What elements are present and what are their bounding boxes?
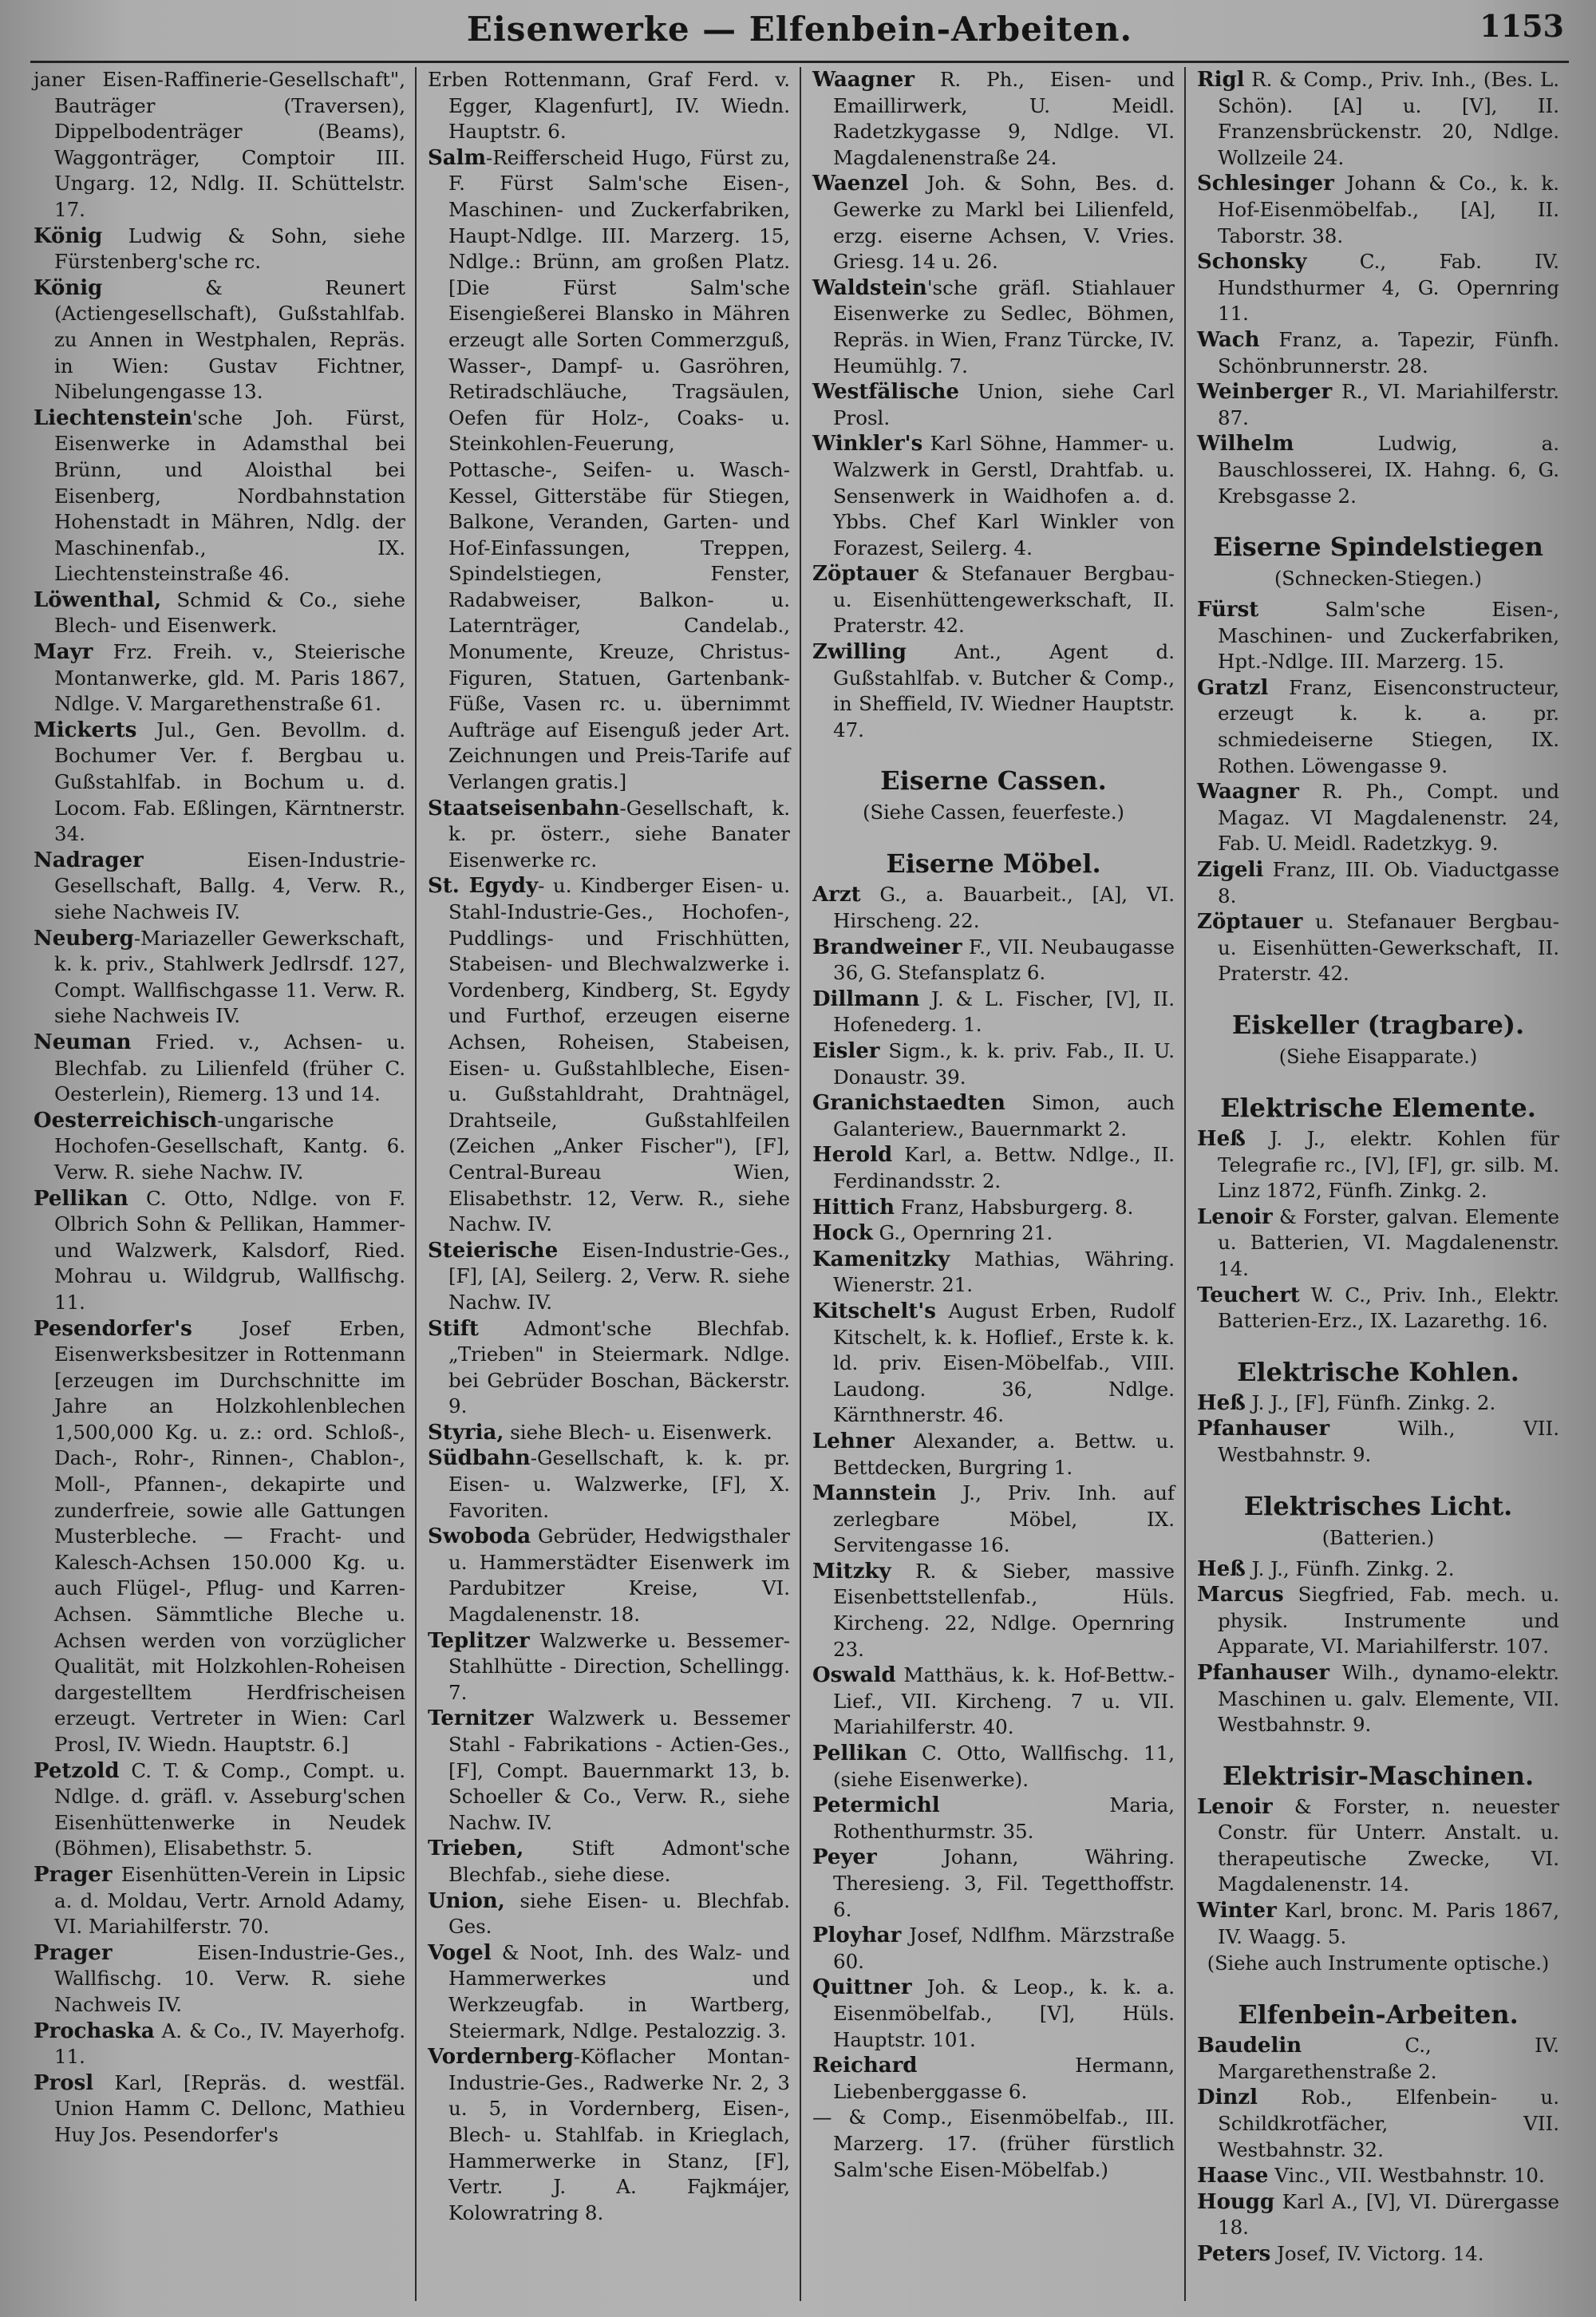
entry-name: Steierische xyxy=(428,1238,559,1263)
entry-text: J. & L. Fischer, [V], II. Hofenederg. 1. xyxy=(833,987,1175,1037)
entry-text: Union, siehe Carl Prosl. xyxy=(833,380,1175,429)
entry-text: Jul., Gen. Bevollm. d. Bochumer Ver. f. Bergbau u. Gußstahlfab. in Bochum u. d. Locom. Fab. Eßlingen, Kärntnerstr. 34. xyxy=(54,718,405,846)
directory-entry xyxy=(34,2018,405,2070)
directory-entry xyxy=(34,1316,405,1758)
entry-name: Westfälische xyxy=(812,380,959,405)
entry-name: Granichstaedten xyxy=(812,1091,1005,1116)
directory-entry xyxy=(428,796,790,874)
directory-entry xyxy=(34,223,405,275)
entry-text: W. C., Priv. Inh., Elektr. Batterien-Erz., IX. Lazarethg. 16. xyxy=(1218,1283,1559,1333)
entry-name: Pfanhauser xyxy=(1197,1660,1330,1685)
directory-entry xyxy=(428,1316,790,1420)
column-4 xyxy=(1184,67,1569,2301)
directory-entry xyxy=(812,987,1175,1038)
directory-entry xyxy=(812,1923,1175,1975)
entry-text: Frz. Freih. v., Steierische Montanwerke, gld. M. Paris 1867, Ndlge. V. Margarethenstraße 61. xyxy=(54,640,405,716)
entry-name: Oesterreichisch xyxy=(34,1108,218,1133)
entry-text: R. Ph., Eisen- und Emaillirwerk, U. Meidl. Radetzkygasse 9, Ndlge. VI. Magdalenenstraße 24. xyxy=(833,68,1175,169)
entry-name: Fürst xyxy=(1197,598,1259,623)
directory-entry xyxy=(1197,1283,1559,1334)
directory-entry xyxy=(812,171,1175,275)
entry-name: Herold xyxy=(812,1143,893,1168)
entry-text: Simon, auch Galanteriew., Bauernmarkt 2. xyxy=(833,1091,1175,1141)
entry-name: Ternitzer xyxy=(428,1706,534,1731)
directory-entry xyxy=(812,379,1175,431)
entry-text: — & Comp., Eisenmöbelfab., III. Marzerg. 17. (früher fürstlich Salm'sche Eisen-Möbelfab.) xyxy=(812,2105,1175,2181)
entry-text: Rob., Elfenbein- u. Schildkrotfächer, VII. Westbahnstr. 32. xyxy=(1218,2086,1559,2161)
directory-entry xyxy=(1197,431,1559,509)
section-note: (Batterien.) xyxy=(1321,1526,1435,1549)
entry-name: Pesendorfer's xyxy=(34,1316,192,1341)
entry-text: & Forster, n. neuester Constr. für Unterr. Anstalt. u. therapeutische Zwecke, VI. Magdalenenstr. 14. xyxy=(1218,1794,1559,1896)
entry-text: Fried. v., Achsen- u. Blechfab. zu Lilienfeld (früher C. Oesterlein), Riemerg. 13 und 14. xyxy=(54,1030,405,1106)
entry-text: Ludwig, a. Bauschlosserei, IX. Hahng. 6, G. Krebsgasse 2. xyxy=(1218,432,1559,508)
directory-entry xyxy=(812,1975,1175,2053)
directory-entry xyxy=(34,405,405,587)
entry-name: Arzt xyxy=(812,883,861,907)
directory-entry xyxy=(34,1186,405,1316)
entry-name: Südbahn xyxy=(428,1446,531,1471)
entry-text: Josef, Ndlfhm. Märzstraße 60. xyxy=(833,1924,1175,1973)
section-note: (Siehe Eisapparate.) xyxy=(1278,1046,1478,1068)
directory-entry xyxy=(1197,675,1559,779)
entry-name: Prager xyxy=(34,1940,113,1965)
directory-entry xyxy=(1197,2033,1559,2085)
entry-text: Sigm., k. k. priv. Fab., II. U. Donaustr. 39. xyxy=(833,1039,1175,1089)
directory-entry xyxy=(1197,171,1559,249)
entry-text: J. J., Fünfh. Zinkg. 2. xyxy=(1245,1556,1455,1580)
entry-text: R. Ph., Compt. und Magaz. VI Magdalenenstr. 24, Fab. U. Meidl. Radetzkyg. 9. xyxy=(1218,780,1559,856)
entry-text: J. J., elektr. Kohlen für Telegrafie rc., [V], [F], gr. silb. M. Linz 1872, Fünfh. Zinkg. 2. xyxy=(1218,1127,1559,1203)
directory-entry xyxy=(1197,909,1559,987)
entry-name: Prochaska xyxy=(34,2018,155,2043)
entry-text: Admont'sche Blechfab. „Trieben" in Steiermark. Ndlge. bei Gebrüder Boschan, Bäckerstr. 9. xyxy=(448,1316,790,1418)
directory-entry xyxy=(428,67,790,145)
directory-entry xyxy=(428,1420,790,1446)
entry-name: Quittner xyxy=(812,1975,912,2000)
entry-text: G., Opernring 21. xyxy=(872,1221,1053,1245)
entry-text: Siegfried, Fab. mech. u. physik. Instrumente und Apparate, VI. Mariahilferstr. 107. xyxy=(1218,1583,1559,1659)
page-header xyxy=(30,5,1569,63)
entry-name: Winter xyxy=(1197,1899,1277,1924)
entry-text: Eisen-Industrie-Ges., [F], [A], Seilerg. 2, Verw. R. siehe Nachw. IV. xyxy=(448,1238,790,1314)
directory-entry xyxy=(812,1793,1175,1845)
entry-name: Vordernberg xyxy=(428,2045,574,2070)
directory-entry xyxy=(428,1888,790,1940)
entry-text: Alexander, a. Bettw. u. Bettdecken, Burgring 1. xyxy=(833,1429,1175,1479)
directory-entry xyxy=(1197,1582,1559,1660)
entry-name: Pellikan xyxy=(812,1742,907,1766)
entry-text: siehe Eisen- u. Blechfab. Ges. xyxy=(448,1888,790,1939)
entry-text: August Erben, Rudolf Kitschelt, k. k. Hoflief., Erste k. k. ld. priv. Eisen-Möbelfab., VIII. Laudong. 36, Ndlge. Kärnthnerstr. 46. xyxy=(833,1299,1175,1427)
section-heading: Elektrische Kohlen. xyxy=(1237,1356,1519,1387)
entry-name: Eisler xyxy=(812,1039,880,1063)
entry-text: C. T. & Comp., Compt. u. Ndlge. d. gräfl. v. Asseburg'schen Eisenhüttenwerke in Neudek (Böhmen), Elisabethstr. 5. xyxy=(54,1758,405,1860)
entry-text: R. & Sieber, massive Eisenbettstellenfab., Hüls. Kircheng. 22, Ndlge. Opernring 23. xyxy=(833,1559,1175,1661)
directory-entry xyxy=(1197,1794,1559,1898)
directory-entry xyxy=(428,1836,790,1888)
entry-name: Mitzky xyxy=(812,1559,891,1584)
directory-entry xyxy=(812,431,1175,561)
entry-name: Lenoir xyxy=(1197,1204,1273,1229)
entry-name: Löwenthal, xyxy=(34,587,162,612)
entry-name: Hittich xyxy=(812,1195,895,1220)
entry-text: Ant., Agent d. Gußstahlfab. v. Butcher & Comp., in Sheffield, IV. Wiedner Hauptstr. 47. xyxy=(833,640,1175,741)
entry-text: janer Eisen-Raffinerie-Gesellschaft", Bauträger (Traversen), Dippelbodenträger (Beams), Waggonträger, Comptoir III. Ungarg. 12, Ndlg. II. Schüttelstr. 17. xyxy=(34,68,405,221)
entry-text: J. J., [F], Fünfh. Zinkg. 2. xyxy=(1245,1390,1496,1414)
entry-name: Schonsky xyxy=(1197,250,1307,275)
entry-text: Stift Admont'sche Blechfab., siehe diese. xyxy=(448,1837,790,1886)
entry-text: & Stefanauer Bergbau- u. Eisenhüttengewerkschaft, II. Praterstr. 42. xyxy=(833,562,1175,638)
entry-name: Gratzl xyxy=(1197,675,1269,700)
entry-text: G., a. Bauarbeit., [A], VI. Hirscheng. 22. xyxy=(833,883,1175,933)
entry-name: Waagner xyxy=(812,68,915,92)
entry-text: Johann & Co., k. k. Hof-Eisenmöbelfab., [A], II. Taborstr. 38. xyxy=(1218,172,1559,247)
section-heading: Elektrisches Licht. xyxy=(1243,1490,1513,1521)
section-heading: Eiserne Möbel. xyxy=(886,848,1101,880)
directory-entry xyxy=(1197,779,1559,857)
entry-text: Wilh., VII. Westbahnstr. 9. xyxy=(1218,1417,1559,1466)
entry-name: Prager xyxy=(34,1862,113,1887)
directory-entry xyxy=(812,1220,1175,1247)
directory-entry xyxy=(428,1706,790,1836)
directory-entry xyxy=(1197,2241,1559,2268)
section-heading: Eiserne Spindelstiegen xyxy=(1213,532,1543,563)
entry-name: Petzold xyxy=(34,1758,120,1783)
directory-entry xyxy=(812,639,1175,743)
entry-name: Peters xyxy=(1197,2242,1271,2266)
directory-entry xyxy=(812,1247,1175,1299)
directory-entry xyxy=(1197,1556,1559,1583)
directory-entry xyxy=(812,1429,1175,1481)
entry-text: - u. Kindberger Eisen- u. Stahl-Industrie-Ges., Hochofen-, Puddlings- und Frischhütten, Stabeisen- und Blechwalzwerke i. Vordenberg, Kindberg, St. Egydy und Furthof, erzeugen eiserne Achsen, Roheisen, Stabeisen, Eisen- u. Gußstahlbleche, Eisen- u. Gußstahldraht, Drahtnägel, Drahtseile, Gußstahlfeilen (Zeichen „Anker Fischer"), [F], Central-Bureau Wien, Elisabethstr. 12, Verw. R., siehe Nachw. IV. xyxy=(448,874,790,1236)
entry-name: Ployhar xyxy=(812,1924,902,1948)
directory-entry xyxy=(812,1142,1175,1194)
entry-name: Styria, xyxy=(428,1420,504,1445)
entry-name: Teuchert xyxy=(1197,1283,1300,1307)
entry-name: Neuman xyxy=(34,1030,132,1054)
directory-entry xyxy=(34,926,405,1030)
entry-text: C., IV. Margarethenstraße 2. xyxy=(1218,2034,1559,2083)
entry-name: Salm xyxy=(428,145,487,170)
entry-name: Staatseisenbahn xyxy=(428,796,620,820)
entry-name: Heß xyxy=(1197,1127,1246,1151)
entry-name: Teplitzer xyxy=(428,1628,530,1653)
directory-entry xyxy=(812,275,1175,379)
entry-name: Reichard xyxy=(812,2054,918,2078)
entry-name: Lehner xyxy=(812,1429,895,1453)
directory-entry xyxy=(1197,2085,1559,2163)
entry-name: Petermichl xyxy=(812,1793,940,1818)
entry-text: Walzwerk u. Bessemer Stahl - Fabrikations - Actien-Ges., [F], Compt. Bauernmarkt 13, b. Schoeller & Co., Verw. R., siehe Nachw. IV. xyxy=(448,1706,790,1834)
entry-name: Liechtenstein xyxy=(34,405,192,430)
columns-container xyxy=(30,67,1569,2301)
entry-name: Mannstein xyxy=(812,1481,937,1506)
entry-text: -Köflacher Montan-Industrie-Ges., Radwerke Nr. 2, 3 u. 5, in Vordernberg, Eisen-, Blech- u. Stahlfab. in Krieglach, Hammerwerke in Stanz, [F], Vertr. J. A. Fajkmájer, Kolowratring 8. xyxy=(448,2045,790,2224)
entry-text: Eisen-Industrie-Ges., Wallfischg. 10. Verw. R. siehe Nachweis IV. xyxy=(54,1940,405,2016)
entry-text: Mathias, Währing. Wienerstr. 21. xyxy=(833,1247,1175,1297)
directory-entry xyxy=(1197,249,1559,327)
directory-entry xyxy=(812,1195,1175,1221)
entry-name: Heß xyxy=(1197,1390,1246,1415)
entry-name: Winkler's xyxy=(812,432,923,457)
entry-text: Eisen-Industrie-Gesellschaft, Ballg. 4, Verw. R., siehe Nachweis IV. xyxy=(54,848,405,923)
entry-name: Zöptauer xyxy=(1197,910,1303,935)
directory-entry xyxy=(34,1862,405,1940)
column-2 xyxy=(415,67,800,2301)
directory-entry xyxy=(1197,1390,1559,1417)
directory-entry xyxy=(812,1299,1175,1429)
entry-name: Pellikan xyxy=(34,1186,128,1211)
entry-text: Walzwerke u. Bessemer-Stahlhütte - Direction, Schellingg. 7. xyxy=(448,1628,790,1704)
entry-text: 'sche Joh. Fürst, Eisenwerke in Adamsthal bei Brünn, und Aloisthal bei Eisenberg, Nordbahnstation Hohenstadt in Mähren, Ndlg. der Maschinenfab., IX. Liechtensteinstraße 46. xyxy=(54,405,405,586)
directory-entry xyxy=(34,1030,405,1108)
entry-text: F., VII. Neubaugasse 36, G. Stefansplatz 6. xyxy=(833,935,1175,985)
entry-text: -Gesellschaft, k. k. pr. Eisen- u. Walzwerke, [F], X. Favoriten. xyxy=(448,1446,790,1522)
entry-name: Stift xyxy=(428,1316,479,1341)
directory-entry xyxy=(428,145,790,796)
column-1 xyxy=(30,67,415,2301)
entry-name: Trieben, xyxy=(428,1837,524,1861)
entry-name: Kamenitzky xyxy=(812,1247,950,1271)
directory-entry xyxy=(34,587,405,639)
entry-text: Karl, a. Bettw. Ndlge., II. Ferdinandsstr. 2. xyxy=(833,1143,1175,1192)
entry-name: Rigl xyxy=(1197,68,1245,92)
entry-name: Baudelin xyxy=(1197,2034,1302,2058)
entry-text: C., Fab. IV. Hundsthurmer 4, G. Opernring 11. xyxy=(1218,250,1559,326)
directory-entry xyxy=(1197,1204,1559,1283)
directory-entry xyxy=(1197,2163,1559,2189)
entry-text: Salm'sche Eisen-, Maschinen- und Zuckerfabriken, Hpt.-Ndlge. III. Marzerg. 15. xyxy=(1218,598,1559,674)
page-number: 1153 xyxy=(1479,8,1564,44)
directory-entry xyxy=(34,67,405,223)
directory-entry xyxy=(812,882,1175,934)
entry-text: -ungarische Hochofen-Gesellschaft, Kantg. 6. Verw. R. siehe Nachw. IV. xyxy=(54,1108,405,1184)
section-heading: Elektrische Elemente. xyxy=(1220,1093,1536,1123)
entry-name: Lenoir xyxy=(1197,1794,1273,1819)
directory-entry xyxy=(1197,2189,1559,2241)
entry-text: J., Priv. Inh. auf zerlegbare Möbel, IX. Servitengasse 16. xyxy=(833,1481,1175,1557)
entry-name: Dillmann xyxy=(812,987,920,1011)
entry-name: Haase xyxy=(1197,2164,1269,2188)
entry-text: & Forster, galvan. Elemente u. Batterien, VI. Magdalenenstr. 14. xyxy=(1218,1204,1559,1280)
entry-name: Waldstein xyxy=(812,275,927,300)
entry-name: Hock xyxy=(812,1221,873,1246)
directory-entry xyxy=(812,1741,1175,1793)
entry-name: Zöptauer xyxy=(812,562,918,587)
entry-name: Nadrager xyxy=(34,848,144,872)
directory-entry xyxy=(812,2053,1175,2105)
directory-entry xyxy=(34,275,405,405)
entry-text: C. Otto, Wallfischg. 11, (siehe Eisenwerke). xyxy=(833,1742,1175,1791)
directory-entry xyxy=(812,1845,1175,1923)
entry-text: -Gesellschaft, k. k. pr. österr., siehe Banater Eisenwerke rc. xyxy=(448,796,790,872)
entry-text: siehe Blech- u. Eisenwerk. xyxy=(504,1420,772,1444)
entry-name: Mayr xyxy=(34,640,93,665)
directory-entry xyxy=(34,639,405,718)
section-note: (Siehe auch Instrumente optische.) xyxy=(1207,1952,1550,1975)
entry-name: Schlesinger xyxy=(1197,172,1334,196)
entry-text: Franz, Habsburgerg. 8. xyxy=(895,1195,1134,1219)
entry-text: Josef Erben, Eisenwerksbesitzer in Rottenmann [erzeugen im Durchschnitte im Jahre an Holzkohlenblechen 1,500,000 Kg. u. z.: ord. Schloß-, Dach-, Rohr-, Rinnen-, Chablon-, Moll-, Pfannen-, dekapirte und zunderfreie, sowie alle Gattungen Musterbleche. — Fracht- und Kalesch-Achsen 150.000 Kg. u. auch Flügel-, Pflug- und Karren-Achsen. Sämmtliche Bleche u. Achsen werden von vorzüglicher Qualität, mit Holzkohlen-Roheisen dargestelltem Herdfrischeisen erzeugt. Vertreter in Wien: Carl Prosl, IV. Wiedn. Hauptstr. 6.] xyxy=(54,1316,405,1756)
entry-text: & Reunert (Actiengesellschaft), Gußstahlfab. zu Annen in Westphalen, Repräs. in Wien: Gustav Fichtner, Nibelungengasse 13. xyxy=(54,275,405,404)
directory-entry xyxy=(1197,327,1559,379)
entry-text: Ludwig & Sohn, siehe Fürstenberg'sche rc. xyxy=(54,223,405,274)
entry-name: Prosl xyxy=(34,2070,94,2095)
entry-text: Vinc., VII. Westbahnstr. 10. xyxy=(1268,2164,1545,2188)
entry-text: Joh. & Sohn, Bes. d. Gewerke zu Markl bei Lilienfeld, erzg. eiserne Achsen, V. Vries. Griesg. 14 u. 26. xyxy=(833,172,1175,274)
directory-entry xyxy=(34,1940,405,2018)
entry-text: Hermann, Liebenberggasse 6. xyxy=(833,2054,1175,2103)
directory-entry xyxy=(812,2105,1175,2183)
directory-entry xyxy=(428,1445,790,1524)
entry-text: R., VI. Mariahilferstr. 87. xyxy=(1218,380,1559,429)
entry-text: R. & Comp., Priv. Inh., (Bes. L. Schön). [A] u. [V], II. Franzensbrückenstr. 20, Ndlge. Wollzeile 24. xyxy=(1218,68,1559,169)
entry-text: Maria, Rothenthurmstr. 35. xyxy=(833,1793,1175,1843)
entry-name: Vogel xyxy=(428,1940,492,1965)
section-heading: Elektrisir-Maschinen. xyxy=(1222,1760,1535,1791)
entry-text: u. Stefanauer Bergbau- u. Eisenhütten-Gewerkschaft, II. Praterstr. 42. xyxy=(1218,910,1559,986)
directory-entry xyxy=(428,2044,790,2226)
entry-text: Franz, Eisenconstructeur, erzeugt k. k. a. pr. schmiedeiserne Stiegen, IX. Rothen. Löwengasse 9. xyxy=(1218,675,1559,777)
entry-name: Heß xyxy=(1197,1556,1246,1581)
directory-entry xyxy=(1197,1898,1559,1950)
directory-entry xyxy=(1197,67,1559,171)
entry-name: Dinzl xyxy=(1197,2086,1258,2110)
entry-name: König xyxy=(34,223,103,248)
entry-name: Wilhelm xyxy=(1197,432,1294,457)
directory-entry xyxy=(812,935,1175,987)
entry-text: -Mariazeller Gewerkschaft, k. k. priv., Stahlwerk Jedlrsdf. 127, Compt. Wallfischgasse 11. Verw. R. siehe Nachweis IV. xyxy=(54,926,405,1028)
entry-name: Waenzel xyxy=(812,172,909,196)
entry-text: A. & Co., IV. Mayerhofg. 11. xyxy=(54,2018,405,2069)
entry-text: Schmid & Co., siehe Blech- und Eisenwerk. xyxy=(54,587,405,638)
entry-name: Brandweiner xyxy=(812,935,962,959)
directory-entry xyxy=(1197,597,1559,675)
entry-text: Matthäus, k. k. Hof-Bettw.-Lief., VII. Kircheng. 7 u. VII. Mariahilferstr. 40. xyxy=(833,1663,1175,1739)
column-3 xyxy=(800,67,1184,2301)
entry-name: Kitschelt's xyxy=(812,1299,936,1323)
entry-text: Karl A., [V], VI. Dürergasse 18. xyxy=(1218,2189,1559,2240)
directory-entry xyxy=(812,1481,1175,1559)
directory-entry xyxy=(34,1758,405,1862)
entry-text: Franz, a. Tapezir, Fünfh. Schönbrunnerstr. 28. xyxy=(1218,327,1559,378)
entry-text: 'sche gräfl. Stiahlauer Eisenwerke zu Sedlec, Böhmen, Repräs. in Wien, Franz Türcke, IV. Heumühlg. 7. xyxy=(833,275,1175,378)
entry-text: Johann, Währing. Theresieng. 3, Fil. Tegetthoffstr. 6. xyxy=(833,1845,1175,1921)
section-heading: Eiserne Cassen. xyxy=(880,765,1107,797)
entry-name: Marcus xyxy=(1197,1583,1284,1607)
entry-text: Erben Rottenmann, Graf Ferd. v. Egger, Klagenfurt], IV. Wiedn. Hauptstr. 6. xyxy=(428,68,790,144)
section-heading: Elfenbein-Arbeiten. xyxy=(1238,1999,1519,2030)
directory-entry xyxy=(34,718,405,848)
entry-name: Neuberg xyxy=(34,926,134,951)
entry-text: & Noot, Inh. des Walz- und Hammerwerkes und Werkzeugfab. in Wartberg, Steiermark, Ndlge. Pestalozzig. 3. xyxy=(448,1940,790,2042)
directory-entry xyxy=(812,1090,1175,1142)
entry-name: Zwilling xyxy=(812,640,907,665)
directory-entry xyxy=(812,1559,1175,1663)
entry-text: Karl, bronc. M. Paris 1867, IV. Waagg. 5. xyxy=(1218,1899,1559,1948)
entry-text: Josef, IV. Victorg. 14. xyxy=(1270,2242,1484,2265)
entry-text: Eisenhütten-Verein in Lipsic a. d. Moldau, Vertr. Arnold Adamy, VI. Mariahilferstr. 70. xyxy=(54,1862,405,1939)
directory-entry xyxy=(1197,1416,1559,1468)
directory-entry xyxy=(428,1524,790,1627)
entry-text: -Reifferscheid Hugo, Fürst zu, F. Fürst Salm'sche Eisen-, Maschinen- und Zuckerfabriken, Haupt-Ndlge. III. Marzerg. 15, Ndlge.: Brünn, am großen Platz. [Die Fürst Salm'sche Eisengießerei Blansko in Mähren erzeugt alle Sorten Commerzguß, Wasser-, Dampf- u. Gasröhren, Retiradschläuche, Tragsäulen, Oefen für Holz-, Coaks- u. Steinkohlen-Feuerung, Pottasche-, Seifen- u. Wasch-Kessel, Gitterstäbe für Stiegen, Balkone, Veranden, Garten- und Hof-Einfassungen, Treppen, Spindelstiegen, Fenster, Radabweiser, Balkon- u. Laternträger, Candelab., Monumente, Kreuze, Christus-Figuren, Statuen, Gartenbank-Füße, Vasen rc. u. übernimmt Aufträge auf Eisenguß jeder Art. Zeichnungen und Preis-Tarife auf Verlangen gratis.] xyxy=(448,145,790,794)
directory-entry xyxy=(1197,379,1559,431)
directory-entry xyxy=(34,1108,405,1186)
section-note: (Siehe Cassen, feuerfeste.) xyxy=(863,801,1124,824)
entry-name: König xyxy=(34,275,103,300)
entry-text: Karl Söhne, Hammer- u. Walzwerk in Gerstl, Drahtfab. u. Sensenwerk in Waidhofen a. d. Ybbs. Chef Karl Winkler von Forazest, Seilerg. 4. xyxy=(833,432,1175,559)
directory-entry xyxy=(34,2070,405,2149)
directory-entry xyxy=(812,1038,1175,1090)
entry-name: Zigeli xyxy=(1197,858,1264,883)
directory-entry xyxy=(428,1238,790,1316)
entry-name: Oswald xyxy=(812,1663,896,1688)
entry-text: Wilh., dynamo-elektr. Maschinen u. galv. Elemente, VII. Westbahnstr. 9. xyxy=(1218,1660,1559,1737)
directory-entry xyxy=(812,1663,1175,1741)
running-title: Eisenwerke — Elfenbein-Arbeiten. xyxy=(466,10,1133,49)
directory-entry xyxy=(812,67,1175,171)
directory-entry xyxy=(1197,857,1559,909)
entry-name: Hougg xyxy=(1197,2189,1275,2214)
section-heading: Eiskeller (tragbare). xyxy=(1231,1010,1525,1040)
entry-name: Pfanhauser xyxy=(1197,1417,1330,1441)
entry-text: C. Otto, Ndlge. von F. Olbrich Sohn & Pellikan, Hammer- und Walzwerk, Kalsdorf, Ried. Mohrau u. Wildgrub, Wallfischg. 11. xyxy=(54,1186,405,1314)
entry-name: Waagner xyxy=(1197,780,1299,805)
entry-text: Karl, [Repräs. d. westfäl. Union Hamm C. Dellonc, Mathieu Huy Jos. Pesendorfer's xyxy=(54,2070,405,2146)
entry-text: Joh. & Leop., k. k. a. Eisenmöbelfab., [V], Hüls. Hauptstr. 101. xyxy=(833,1975,1175,2051)
directory-entry xyxy=(428,1628,790,1706)
directory-entry xyxy=(34,848,405,926)
entry-text: Franz, III. Ob. Viaductgasse 8. xyxy=(1218,858,1559,907)
section-note: (Schnecken-Stiegen.) xyxy=(1274,567,1483,591)
directory-entry xyxy=(428,1940,790,2044)
entry-name: Wach xyxy=(1197,327,1260,352)
entry-text: Gebrüder, Hedwigsthaler u. Hammerstädter Eisenwerk im Pardubitzer Kreise, VI. Magdalenenstr. 18. xyxy=(448,1524,790,1627)
directory-entry xyxy=(812,561,1175,639)
entry-name: Swoboda xyxy=(428,1524,531,1549)
entry-name: Union, xyxy=(428,1888,505,1913)
entry-name: St. Egydy xyxy=(428,874,539,899)
directory-entry xyxy=(1197,1126,1559,1204)
entry-name: Peyer xyxy=(812,1845,877,1870)
directory-entry xyxy=(1197,1660,1559,1738)
entry-name: Weinberger xyxy=(1197,380,1333,405)
entry-name: Mickerts xyxy=(34,718,137,742)
directory-entry xyxy=(428,873,790,1237)
